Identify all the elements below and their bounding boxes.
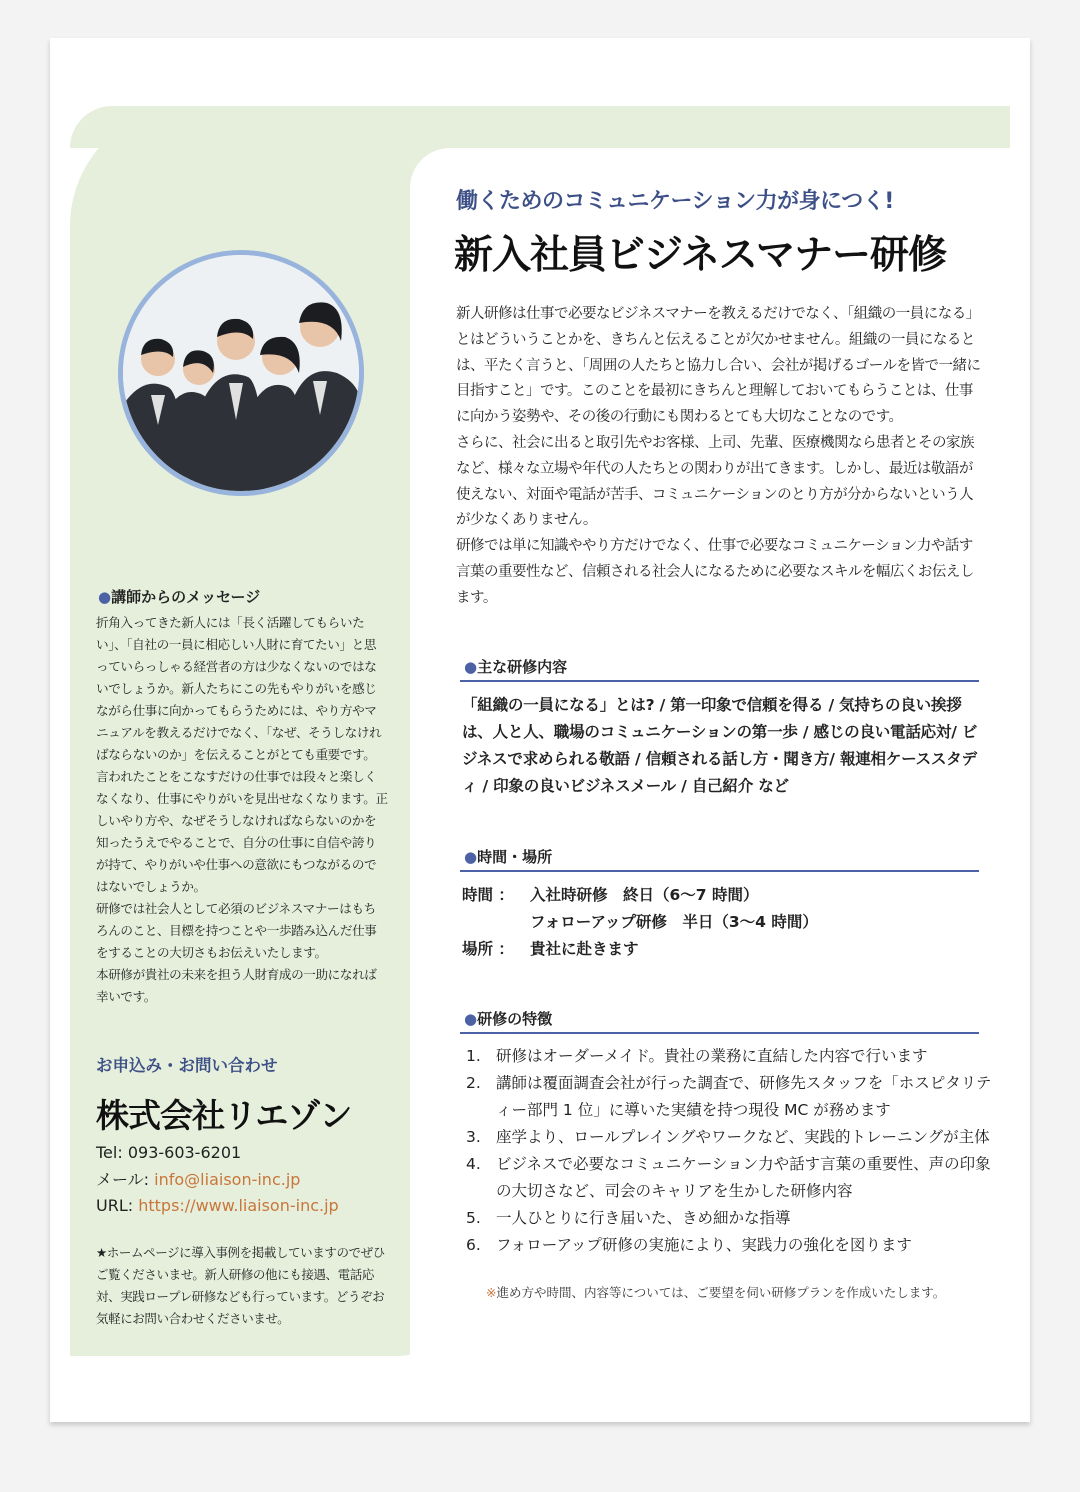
item-number: 3. [466, 1128, 481, 1146]
contact-heading: お申込み・お問い合わせ [96, 1056, 278, 1075]
list-item [462, 1205, 992, 1232]
note-text: 進め方や時間、内容等については、ご要望を伺い研修プランを作成いたします。 [496, 1285, 946, 1300]
list-item [462, 1151, 992, 1205]
message-paragraph: 折角入ってきた新人には「長く活躍してもらいたい」、「自社の一員に相応しい人財に育てたい」と思っていらっしゃる経営者の方は少なくないのではないでしょうか。新人たちにこの先もやりがいを感じながら仕事に向かってもらうためには、やり方やマニュアルを教えるだけでなく、「なぜ、そうしなければならないのか」を伝えることがとても重要です。 [96, 615, 382, 762]
tel-label: Tel: [96, 1143, 128, 1162]
bullet-icon: ● [464, 1010, 478, 1028]
team-photo [118, 250, 364, 496]
flyer-page [50, 38, 1030, 1422]
section-divider [460, 1032, 979, 1034]
section-divider [460, 680, 979, 682]
section-label: 時間・場所 [477, 848, 553, 866]
list-item [462, 1232, 992, 1259]
homepage-note: ★ホームページに導入事例を掲載していますのでぜひご覧くださいませ。新人研修の他にも接遇、電話応対、実践ロープレ研修なども行っています。どうぞお気軽にお問い合わせくださいませ。 [96, 1245, 385, 1326]
intro-paragraph: 新人研修は仕事で必要なビジネスマナーを教えるだけでなく、「組織の一員になる」とはどういうことかを、きちんと伝えることが欠かせません。組織の一員になるとは、平たく言うと、「周囲の人たちと協力し合い、会社が掲げるゴールを皆で一緒に目指すこと」です。このことを最初にきちんと理解しておいてもらうことは、仕事に向かう姿勢や、その後の行動にも関わるとても大切なことなのです。 [456, 306, 981, 426]
tel-value: 093-603-6201 [127, 1143, 242, 1162]
footnote [486, 1283, 945, 1301]
item-number: 2. [466, 1074, 481, 1092]
list-item [462, 1124, 992, 1151]
time-label: 時間 ： [462, 886, 514, 904]
item-text: 研修はオーダーメイド。貴社の業務に直結した内容で行います [496, 1047, 928, 1065]
message-paragraph: 本研修が貴社の未来を担う人財育成の一助になれば幸いです。 [96, 967, 377, 1004]
item-number: 4. [466, 1155, 481, 1173]
section-label: 講師からのメッセージ [111, 588, 261, 606]
time-value-1: 入社時研修 終日（6～7 時間） [530, 886, 759, 904]
intro-paragraph: 研修では単に知識ややり方だけでなく、仕事で必要なコミュニケーション力や話す言葉の重要性など、信頼される社会人になるために必要なスキルを幅広くお伝えします。 [456, 538, 974, 606]
bullet-icon: ● [98, 588, 112, 606]
mail-row [96, 1167, 339, 1194]
item-text: 講師は覆面調査会社が行った調査で、研修先スタッフを「ホスピタリティー部門 1 位」に導いた実績を持つ現役 MC が務めます [496, 1074, 992, 1119]
mail-label: メール: [96, 1169, 155, 1189]
page-title: 新入社員ビジネスマナー研修 [454, 233, 947, 278]
section-title-schedule [464, 846, 980, 867]
item-text: 座学より、ロールプレイングやワークなど、実践的トレーニングが主体 [496, 1128, 990, 1146]
business-people-illustration [123, 255, 359, 491]
item-number: 5. [466, 1209, 481, 1227]
item-text: ビジネスで必要なコミュニケーション力や話す言葉の重要性、声の印象の大切さなど、司会のキャリアを生かした研修内容 [496, 1155, 991, 1200]
place-value: 貴社に赴きます [530, 940, 639, 958]
message-paragraph: 研修では社会人として必須のビジネスマナーはもちろんのこと、目標を持つことや一歩踏み込んだ仕事をすることの大切さもお伝えいたします。 [96, 901, 377, 960]
mail-link[interactable]: info@liaison-inc.jp [154, 1169, 301, 1189]
features-list [462, 1043, 992, 1259]
bullet-icon: ● [464, 658, 478, 676]
section-title-features [464, 1008, 980, 1029]
section-label: 主な研修内容 [477, 658, 568, 676]
instructor-message [96, 612, 388, 1008]
list-item [462, 1043, 992, 1070]
bullet-icon: ● [464, 848, 478, 866]
schedule-block [462, 882, 818, 963]
item-number: 1. [466, 1047, 481, 1065]
list-item [462, 1070, 992, 1124]
url-link[interactable]: https://www.liaison-inc.jp [138, 1196, 339, 1215]
training-topics: 「組織の一員になる」とは? / 第一印象で信頼を得る / 気持ちの良い挨拶は、人と人、職場のコミュニケーションの第一歩 / 感じの良い電話応対/ ビジネスで求められる敬語 / 信頼される話し方・聞き方/ 報連相ケーススタディ / 印象の良いビジネスメール / 自己紹介 など [462, 696, 978, 795]
url-row [96, 1193, 339, 1220]
section-label: 研修の特徴 [477, 1010, 553, 1028]
note-mark: ※ [486, 1285, 497, 1300]
message-paragraph: 言われたことをこなすだけの仕事では段々と楽しくなくなり、仕事にやりがいを見出せなくなります。正しいやり方や、なぜそうしなければならないのかを知ったうえでやることで、自分の仕事に自信や誇りが持て、やりがいや仕事への意欲にもつながるのではないでしょうか。 [96, 769, 388, 894]
item-text: フォローアップ研修の実施により、実践力の強化を図ります [496, 1236, 912, 1254]
company-name: 株式会社リエゾン [96, 1096, 352, 1135]
message-title [98, 586, 260, 607]
intro-text [456, 302, 986, 612]
item-number: 6. [466, 1236, 481, 1254]
item-text: 一人ひとりに行き届いた、きめ細かな指導 [496, 1209, 791, 1227]
section-divider [460, 870, 979, 872]
intro-paragraph: さらに、社会に出ると取引先やお客様、上司、先輩、医療機関なら患者とその家族など、様々な立場や年代の人たちとの関わりが出てきます。しかし、最近は敬語が使えない、対面や電話が苦手、コミュニケーションのとり方が分からないという人が少なくありません。 [456, 434, 974, 529]
place-label: 場所 ： [462, 940, 514, 958]
time-value-2: フォローアップ研修 半日（3～4 時間） [530, 913, 818, 931]
tel-row [96, 1140, 339, 1167]
tagline: 働くためのコミュニケーション力が身につく! [456, 189, 894, 214]
url-label: URL: [96, 1196, 139, 1215]
contact-info [96, 1140, 339, 1220]
section-title-content [464, 656, 980, 677]
